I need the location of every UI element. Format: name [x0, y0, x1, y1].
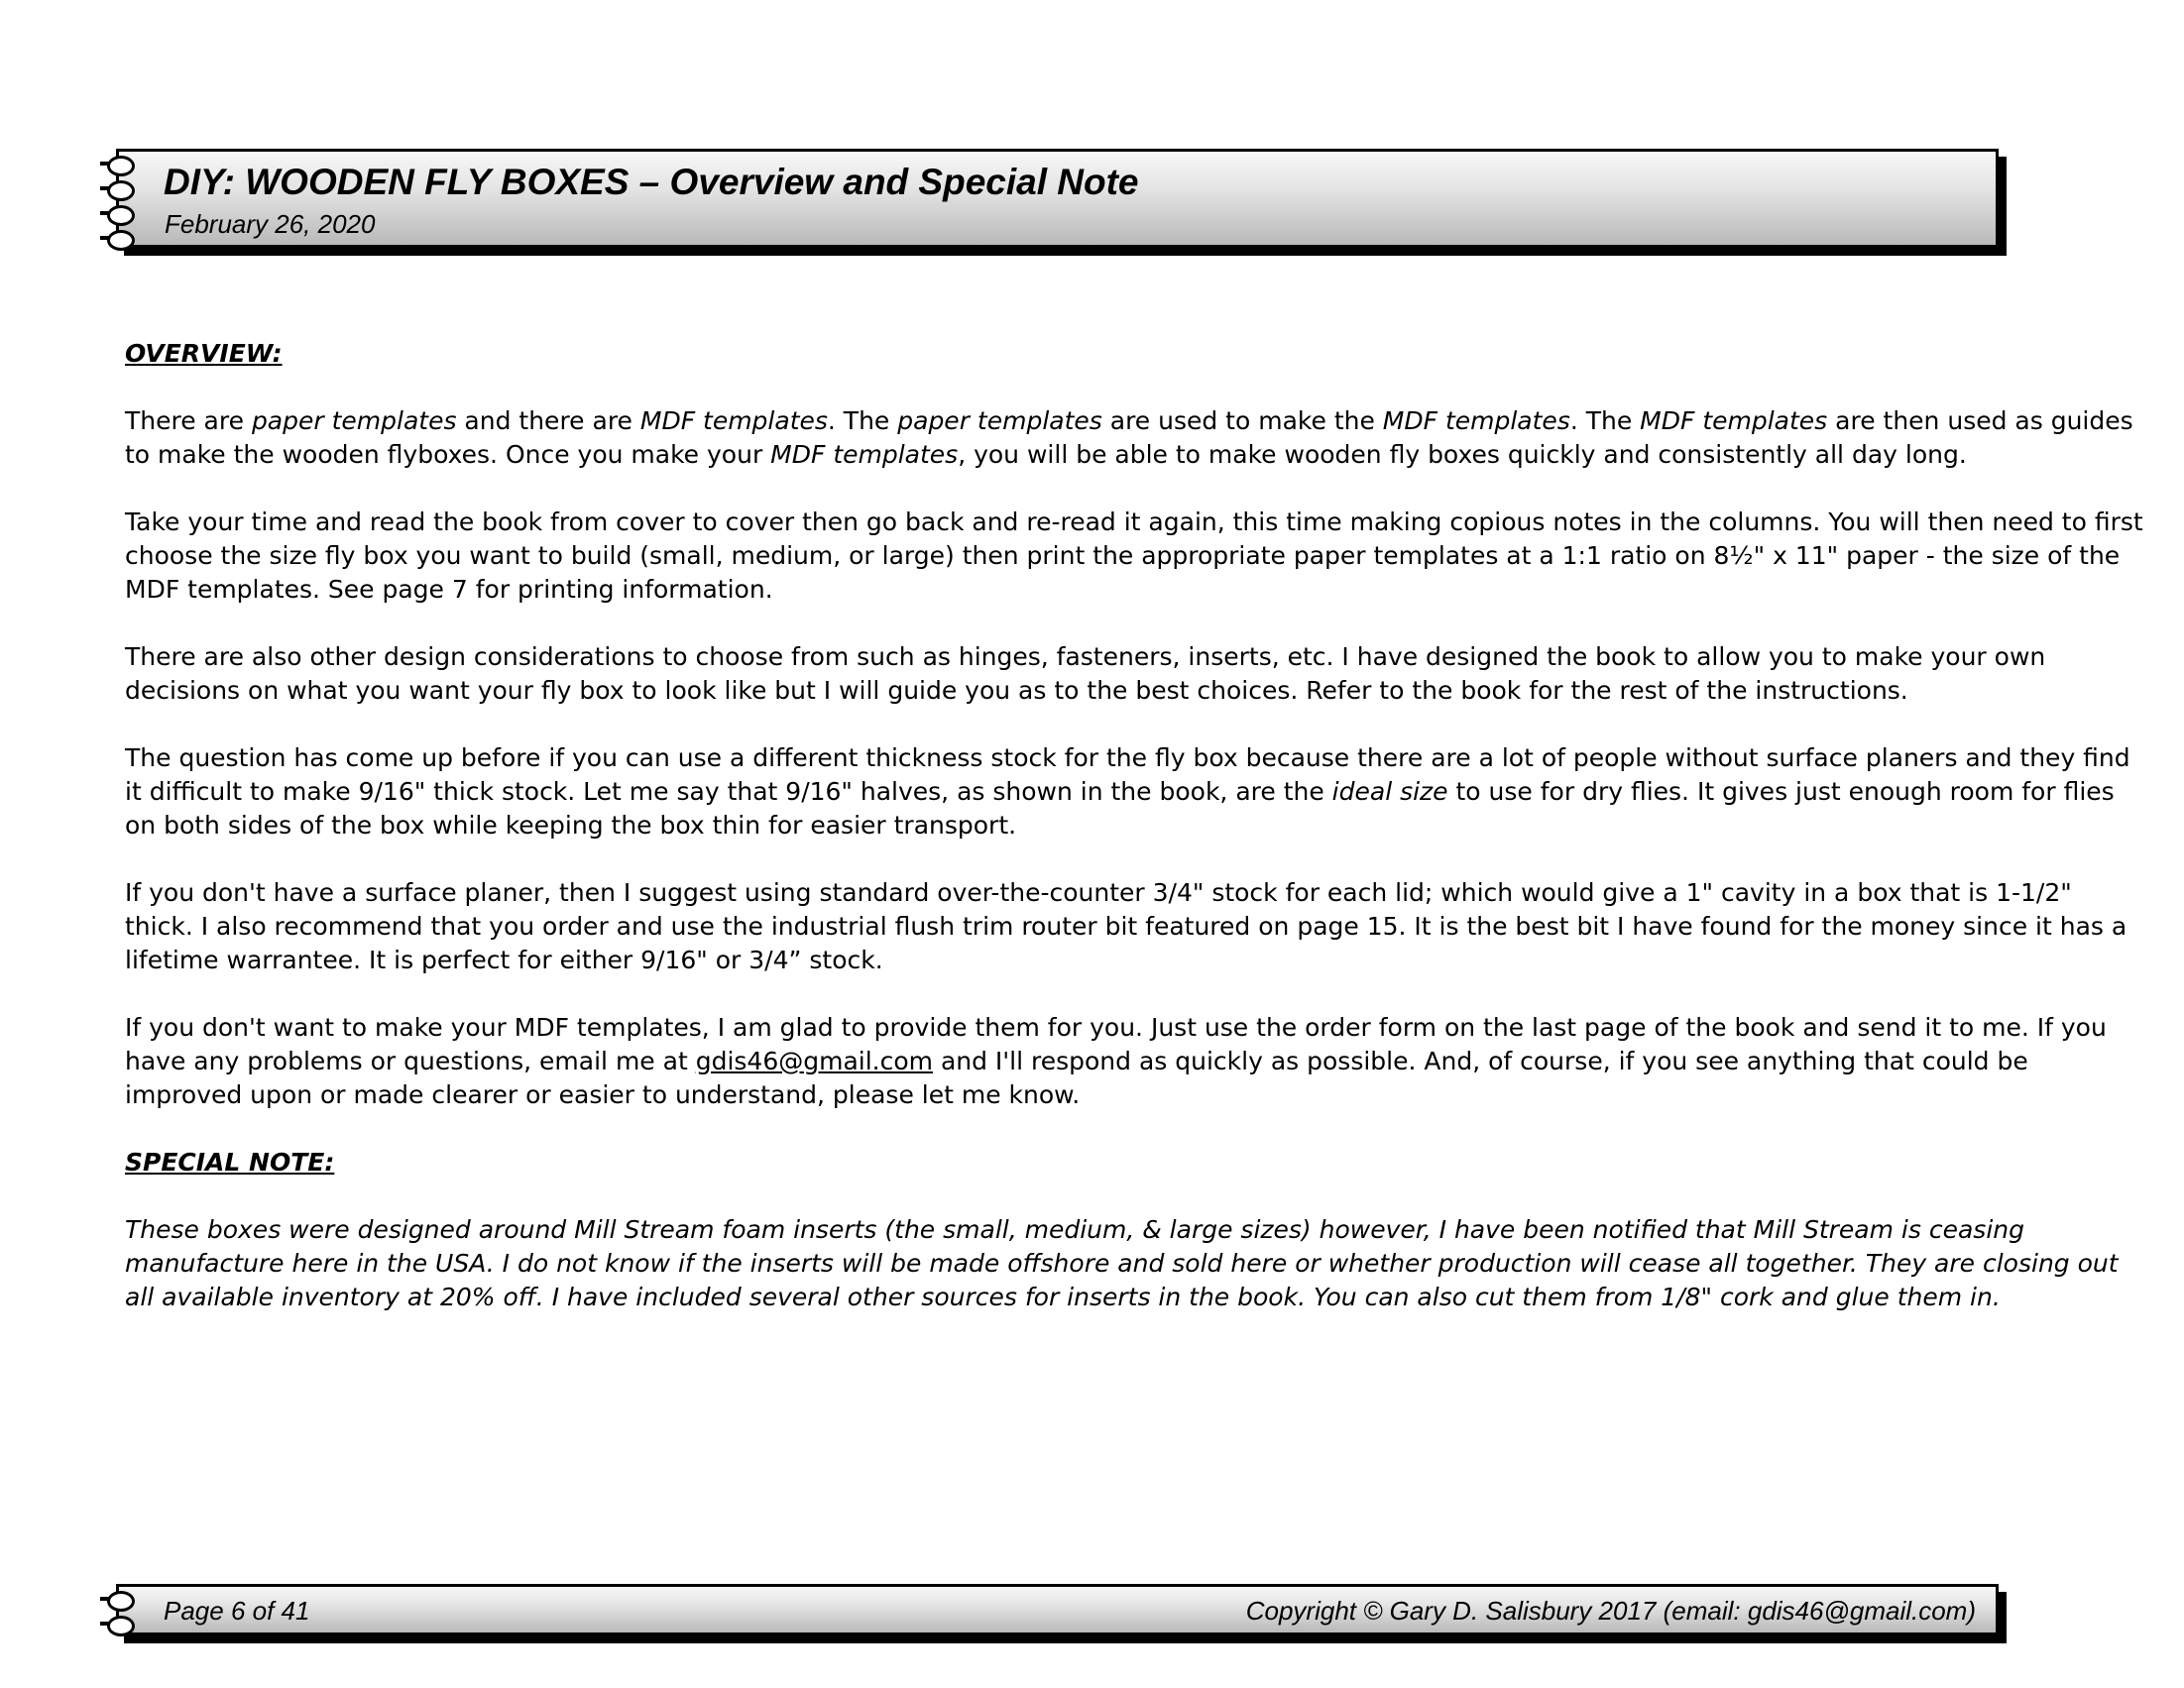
overview-paragraph-5: If you don't have a surface planer, then I suggest using standard over-the-counter 3/4" stock for each lid; which would give a 1" cavity in a box that is 1-1/2" thick. I also recommend that you order and use the industrial flush trim router bit featured on page 15. It is the best bit I have found for the money since it has a lifetime warrantee. It is perfect for either 9/16" or 3/4” stock. [125, 878, 2127, 974]
spiral-binding-icon [107, 156, 141, 255]
overview-paragraph-4 [125, 741, 2147, 843]
overview-heading: OVERVIEW: [125, 339, 283, 368]
emphasis: MDF templates [639, 406, 828, 435]
text-run: . The [827, 406, 898, 435]
text-run: to use for dry flies. It gives just enough room for flies on both sides of the box while keeping the box thin for easier transport. [125, 777, 2115, 840]
text-run: and there are [456, 406, 640, 435]
text-run: If you don't want to make your MDF templates, I am glad to provide them for you. Just use the order form on the last page of the book and send it to me. If you have any problems or questions, email me at [125, 1013, 2107, 1075]
overview-paragraph-1 [125, 404, 2147, 472]
footer-banner [116, 1584, 1999, 1635]
text-run: The question has come up before if you can use a different thickness stock for the fly box because there are a lot of people without surface planers and they find it difficult to make 9/16" thick stock. Let me say that 9/16" halves, as shown in the book, are the [125, 743, 2130, 806]
page-date: February 26, 2020 [165, 209, 376, 239]
special-note-paragraph: These boxes were designed around Mill Stream foam inserts (the small, medium, & large sizes) however, I have been notified that Mill Stream is ceasing manufacture here in the USA. I do not know if the inserts will be made offshore and sold here or whether production will cease all together. They are closing out all available inventory at 20% off. I have included several other sources for inserts in the book. You can also cut them from 1/8" cork and glue them in. [125, 1215, 2119, 1311]
page-number: Page 6 of 41 [164, 1596, 310, 1626]
emphasis: paper templates [897, 406, 1102, 435]
overview-paragraph-6 [125, 1011, 2147, 1112]
emphasis: MDF templates [1382, 406, 1570, 435]
emphasis: ideal size [1331, 777, 1448, 806]
header-banner [116, 149, 1999, 248]
document-body [125, 337, 2147, 1348]
text-run: , you will be able to make wooden fly boxes quickly and consistently all day long. [958, 440, 1967, 469]
copyright-notice: Copyright © Gary D. Salisbury 2017 (email: gdis46@gmail.com) [1245, 1596, 1976, 1626]
emphasis: paper templates [251, 406, 457, 435]
page-title: DIY: WOODEN FLY BOXES – Overview and Special Note [164, 162, 1139, 202]
emphasis: MDF templates [770, 440, 959, 469]
special-note-heading: SPECIAL NOTE: [125, 1148, 335, 1177]
spiral-binding-icon [107, 1591, 141, 1640]
text-run: and I'll respond as quickly as possible. And, of course, if you see anything that could be improved upon or made clearer or easier to understand, please let me know. [125, 1047, 2028, 1109]
emphasis: MDF templates [1640, 406, 1828, 435]
overview-paragraph-2: Take your time and read the book from cover to cover then go back and re-read it again, this time making copious notes in the columns. You will then need to first choose the size fly box you want to build (small, medium, or large) then print the appropriate paper templates at a 1:1 ratio on 8½" x 11" paper - the size of the MDF templates. See page 7 for printing information. [125, 507, 2143, 604]
text-run: . The [1569, 406, 1641, 435]
email-link[interactable]: gdis46@gmail.com [695, 1047, 933, 1075]
text-run: There are [125, 406, 252, 435]
text-run: are then used as guides to make the wooden flyboxes. Once you make your [125, 406, 2133, 469]
overview-paragraph-3: There are also other design considerations to choose from such as hinges, fasteners, inserts, etc. I have designed the book to allow you to make your own decisions on what you want your fly box to look like but I will guide you as to the best choices. Refer to the book for the rest of the instructions. [125, 642, 2046, 705]
text-run: are used to make the [1101, 406, 1383, 435]
